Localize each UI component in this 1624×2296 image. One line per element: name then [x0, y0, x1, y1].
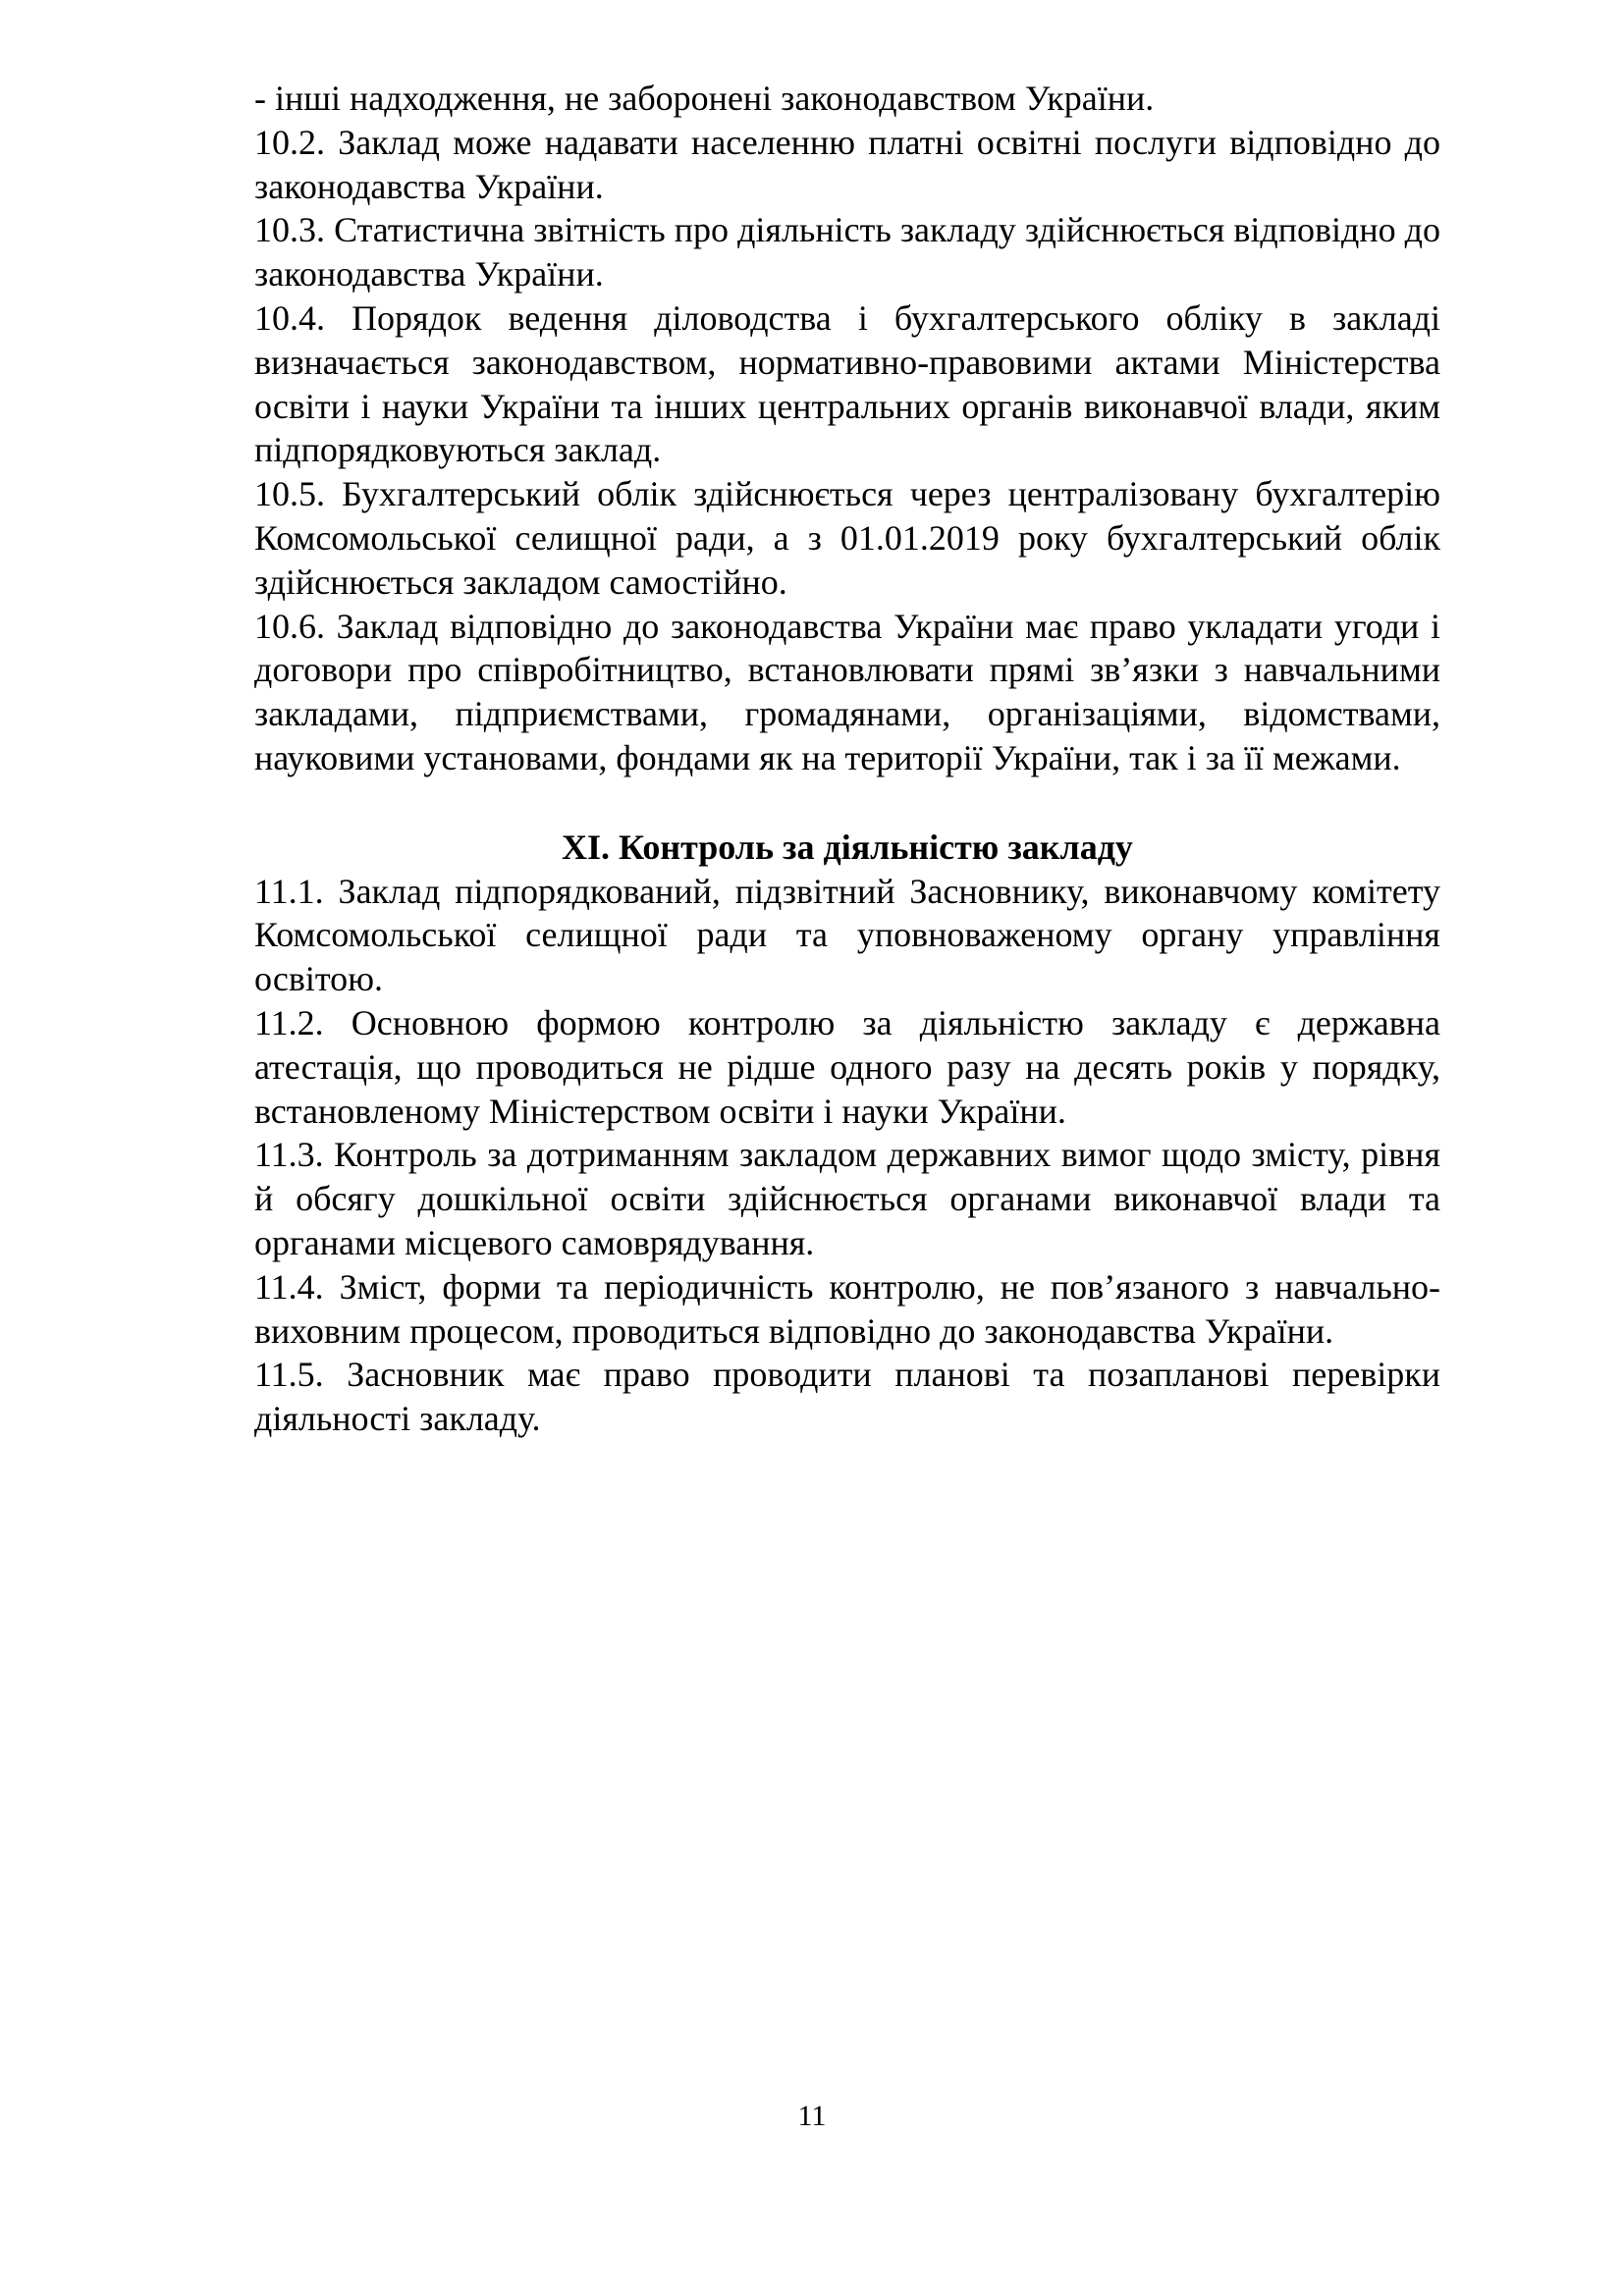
section-11-heading: XI. Контроль за діяльністю закладу	[562, 827, 1133, 867]
paragraph-11-1: 11.1. Заклад підпорядкований, підзвітний Засновнику, виконавчому комітету Комсомольської селищної ради та уповноваженому органу управління освітою.	[254, 871, 1440, 999]
paragraph-10-6: 10.6. Заклад відповідно до законодавства України має право укладати угоди і договори про співробітництво, встановлювати прямі зв’язки з навчальними закладами, підприємствами, громадянами, організаціями, відомствами, науковими установами, фондами як на території України, так і за її межами.	[254, 606, 1440, 777]
paragraph-11-3: 11.3. Контроль за дотриманням закладом державних вимог щодо змісту, рівня й обсягу дошкільної освіти здійснюється органами виконавчої влади та органами місцевого самоврядування.	[254, 1135, 1440, 1262]
paragraph-10-3: 10.3. Статистична звітність про діяльність закладу здійснюється відповідно до законодавства України.	[254, 210, 1440, 294]
paragraph-11-5: 11.5. Засновник має право проводити планові та позапланові перевірки діяльності закладу.	[254, 1355, 1440, 1439]
page-number: 11	[797, 2100, 827, 2132]
paragraph-10-2: 10.2. Заклад може надавати населенню платні освітні послуги відповідно до законодавства України.	[254, 122, 1440, 206]
paragraph-11-2: 11.2. Основною формою контролю за діяльністю закладу є державна атестація, що проводиться не рідше одного разу на десять років у порядку, встановленому Міністерством освіти і науки України.	[254, 1002, 1440, 1131]
document-body	[254, 77, 1440, 1441]
paragraph-11-4: 11.4. Зміст, форми та періодичність контролю, не пов’язаного з навчально-виховним процесом, проводиться відповідно до законодавства України.	[254, 1266, 1440, 1351]
section-11	[254, 826, 1440, 1441]
section-10	[254, 77, 1440, 780]
paragraph-10-1-continuation: - інші надходження, не заборонені законодавством України.	[254, 79, 1155, 118]
paragraph-10-4: 10.4. Порядок ведення діловодства і бухгалтерського обліку в закладі визначається законодавством, нормативно-правовими актами Міністерства освіти і науки України та інших центральних органів виконавчої влади, яким підпорядковуються заклад.	[254, 297, 1440, 470]
paragraph-10-5: 10.5. Бухгалтерський облік здійснюється через централізовану бухгалтерію Комсомольської селищної ради, а з 01.01.2019 року бухгалтерський облік здійснюється закладом самостійно.	[254, 474, 1440, 602]
